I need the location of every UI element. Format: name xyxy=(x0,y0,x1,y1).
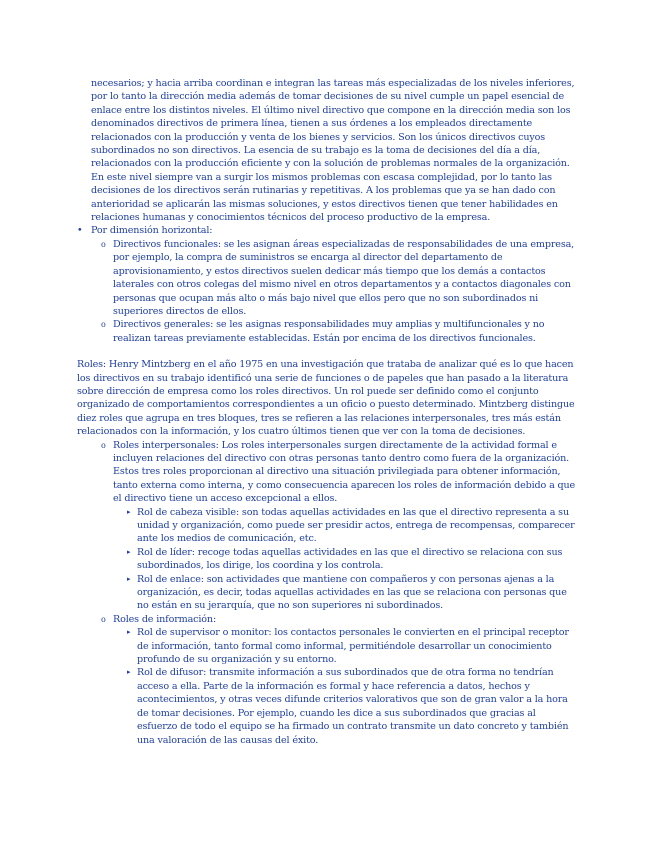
list-item-rol-lider xyxy=(77,546,577,573)
list-item-rol-difusor xyxy=(77,666,577,746)
intro-paragraph: necesarios; y hacia arriba coordinan e integran las tareas más especializadas de los niveles inferiores, por lo tanto la dirección media además de tomar decisiones de su nivel cumple un papel esencial de enlace entre los distintos niveles. El último nivel directivo que compone en la dirección media son los denominados directivos de primera línea, tienen a sus órdenes a los empleados directamente relacionados con la producción y venta de los bienes y servicios. Son los únicos directivos cuyos subordinados no son directivos. La esencia de su trabajo es la toma de decisiones del día a día, relacionados con la producción eficiente y con la solución de problemas normales de la organización. En este nivel siempre van a surgir los mismos problemas con escasa complejidad, por lo tanto las decisiones de los directivos serán rutinarias y repetitivas. A los problemas que ya se han dado con anterioridad se aplicarán las mismas soluciones, y estos directivos tienen que tener habilidades en relaciones humanas y conocimientos técnicos del proceso productivo de la empresa. xyxy=(91,78,575,224)
list-item-text: Rol de difusor: transmite información a sus subordinados que de otra forma no tendrían acceso a ella. Parte de la información es formal y hace referencia a datos, hechos y acontecimientos, y otras veces difunde criterios valorativos que son de gran valor a la hora de tomar decisiones. Por ejemplo, cuando les dice a sus subordinados que gracias al esfuerzo de todo el equipo se ha firmado un contrato transmite un dato concreto y también una valoración de las causas del éxito. xyxy=(137,667,569,746)
list-item-directivos-generales xyxy=(77,318,577,345)
circle-marker: o xyxy=(101,239,106,249)
list-item-text: Rol de supervisor o monitor: los contactos personales le convierten en el principal receptor de información, tanto formal como informal, permitiéndole desarrollar un conocimiento profundo de su organización y su entorno. xyxy=(137,627,569,666)
list-item-rol-supervisor xyxy=(77,626,577,666)
circle-marker: o xyxy=(101,614,106,624)
list-item-text: Roles interpersonales: Los roles interpersonales surgen directamente de la actividad formal e incluyen relaciones del directivo con otras personas tanto dentro como fuera de la organización. Estos tres roles proporcionan al directivo una situación privilegiada para obtener información, tanto externa como interna, y como consecuencia aparecen los roles de información debido a que el directivo tiene un acceso excepcional a ellos. xyxy=(113,439,576,505)
horizontal-dimension-bullet xyxy=(77,224,577,237)
roles-paragraph: Roles: Henry Mintzberg en el año 1975 en una investigación que trataba de analizar qué es lo que hacen los directivos en su trabajo identificó una serie de funciones o de papeles que han pasado a la literatura sobre dirección de empresa como los roles directivos. Un rol puede ser definido como el conjunto organizado de comportamientos correspondientes a un oficio o puesto determinado. Mintzberg distingue diez roles que agrupa en tres bloques, tres se refieren a las relaciones interpersonales, tres más están relacionados con la información, y los cuatro últimos tienen que ver con la toma de decisiones. xyxy=(77,359,575,438)
list-item-roles-interpersonales xyxy=(77,439,577,506)
arrow-marker: ▸ xyxy=(127,507,131,516)
list-item-text: Rol de enlace: son actividades que mantiene con compañeros y con personas ajenas a la organización, es decir, todas aquellas actividades en las que se relaciona con personas que no están en su jerarquía, que no son superiores ni subordinados. xyxy=(137,573,567,612)
arrow-marker: ▸ xyxy=(127,547,131,556)
circle-marker: o xyxy=(101,440,106,450)
list-item-text: Rol de cabeza visible: son todas aquellas actividades en las que el directivo representa a su unidad y organización, como puede ser presidir actos, entrega de recompensas, comparecer ante los medios de comunicación, etc. xyxy=(137,506,575,545)
document-body xyxy=(77,77,577,747)
arrow-marker: ▸ xyxy=(127,574,131,583)
bullet-marker: • xyxy=(77,225,83,237)
list-item-rol-cabeza-visible xyxy=(77,506,577,546)
arrow-marker: ▸ xyxy=(127,668,131,677)
spacer xyxy=(77,345,577,358)
list-item-directivos-funcionales xyxy=(77,238,577,318)
list-item-text: Directivos generales: se les asignas responsabilidades muy amplias y multifuncionales y no realizan tareas previamente establecidas. Están por encima de los directivos funcionales. xyxy=(113,319,545,344)
arrow-marker: ▸ xyxy=(127,628,131,637)
list-item-text: Roles de información: xyxy=(113,613,217,625)
circle-marker: o xyxy=(101,320,106,330)
list-item-rol-enlace xyxy=(77,573,577,613)
list-item-text: Rol de líder: recoge todas aquellas actividades en las que el directivo se relaciona con sus subordinados, los dirige, los coordina y los controla. xyxy=(137,546,563,572)
horizontal-dimension-label: Por dimensión horizontal: xyxy=(91,225,213,237)
list-item-roles-informacion xyxy=(77,613,577,626)
list-item-text: Directivos funcionales: se les asignan áreas especializadas de responsabilidades de una empresa, por ejemplo, la compra de suministros se encarga al director del departamento de aprovisionamiento, y estos directivos suelen dedicar más tiempo que los demás a contactos laterales con otros colegas del mismo nivel en otros departamentos y a contactos diagonales con personas que ocupan más alto o más bajo nivel que ellos pero que no son subordinados ni superiores directos de ellos. xyxy=(113,238,575,317)
